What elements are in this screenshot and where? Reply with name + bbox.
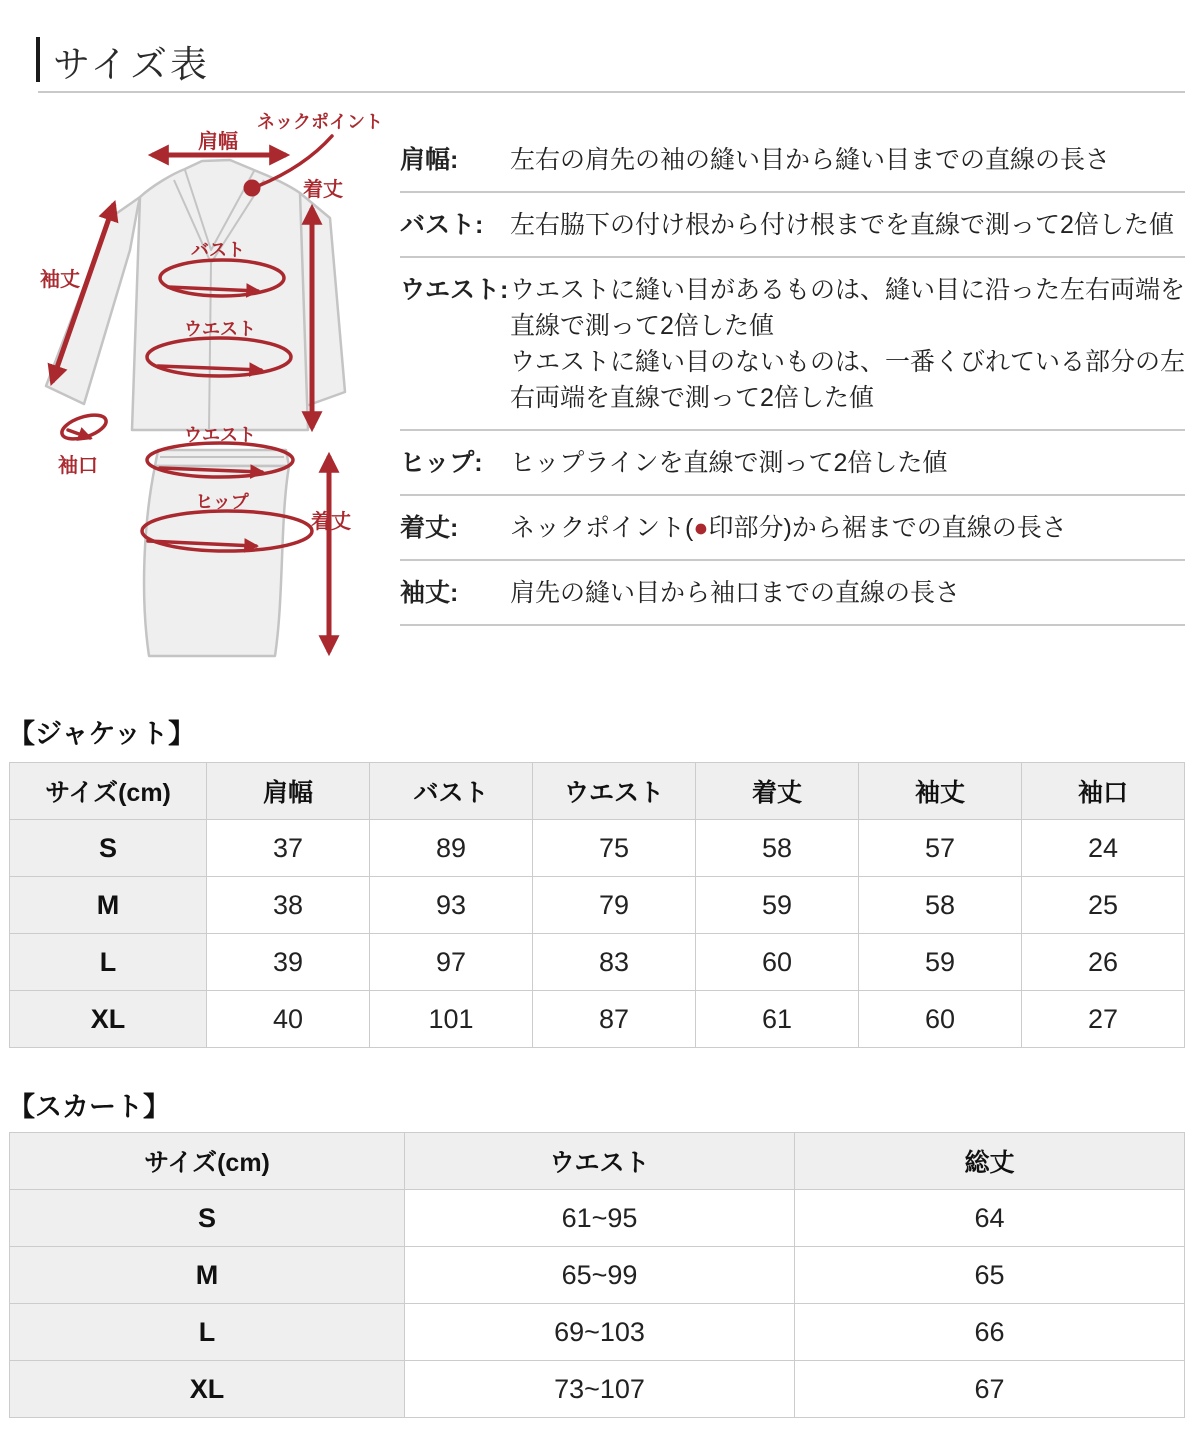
definition-desc: ヒップラインを直線で測って2倍した値 bbox=[510, 449, 948, 477]
cuff-label: 袖口 bbox=[58, 455, 98, 477]
definition-desc: 左右の肩先の袖の縫い目から縫い目までの直線の長さ bbox=[510, 146, 1111, 174]
value-cell: 59 bbox=[859, 934, 1022, 991]
value-cell: 60 bbox=[859, 991, 1022, 1048]
skirt-waist-label: ウエスト bbox=[184, 425, 256, 445]
value-cell: 83 bbox=[533, 934, 696, 991]
jacket-col-sleeve: 袖丈 bbox=[859, 763, 1022, 820]
value-cell: 65 bbox=[795, 1247, 1185, 1304]
value-cell: 24 bbox=[1022, 820, 1185, 877]
size-cell: XL bbox=[10, 1361, 405, 1418]
definition-term: 着丈: bbox=[400, 514, 459, 542]
size-cell: S bbox=[10, 820, 207, 877]
size-cell: M bbox=[10, 1247, 405, 1304]
definition-term: バスト: bbox=[400, 211, 484, 239]
value-cell: 39 bbox=[207, 934, 370, 991]
definition-desc: 左右脇下の付け根から付け根までを直線で測って2倍した値 bbox=[510, 211, 1174, 239]
value-cell: 69~103 bbox=[405, 1304, 795, 1361]
value-cell: 38 bbox=[207, 877, 370, 934]
value-cell: 93 bbox=[370, 877, 533, 934]
value-cell: 25 bbox=[1022, 877, 1185, 934]
value-cell: 58 bbox=[859, 877, 1022, 934]
jacket-col-bust: バスト bbox=[370, 763, 533, 820]
value-cell: 26 bbox=[1022, 934, 1185, 991]
definition-desc-line: ウエストに縫い目があるものは、縫い目に沿った左右両端を直線で測って2倍した値 bbox=[510, 276, 1186, 340]
definition-term: ヒップ: bbox=[400, 449, 483, 477]
definition-desc: 肩先の縫い目から袖口までの直線の長さ bbox=[510, 579, 961, 607]
skirt-col-waist: ウエスト bbox=[405, 1133, 795, 1190]
jacket-col-shoulder: 肩幅 bbox=[207, 763, 370, 820]
jacket-size-table bbox=[9, 762, 1185, 1048]
neck-point-dot-glyph: ● bbox=[693, 514, 709, 542]
definition-row-bust bbox=[400, 193, 1185, 258]
definition-row-length bbox=[400, 496, 1185, 561]
skirt-section-heading: 【スカート】 bbox=[8, 1092, 170, 1122]
hip-label: ヒップ bbox=[195, 492, 249, 512]
title-divider bbox=[38, 91, 1185, 93]
value-cell: 65~99 bbox=[405, 1247, 795, 1304]
value-cell: 37 bbox=[207, 820, 370, 877]
definition-desc-line: ウエストに縫い目のないものは、一番くびれている部分の左右両端を直線で測って2倍した値 bbox=[510, 348, 1186, 412]
value-cell: 60 bbox=[696, 934, 859, 991]
jacket-left-sleeve bbox=[46, 197, 140, 404]
skirt-row-xl bbox=[10, 1361, 1185, 1418]
value-cell: 64 bbox=[795, 1190, 1185, 1247]
value-cell: 61 bbox=[696, 991, 859, 1048]
value-cell: 79 bbox=[533, 877, 696, 934]
cuff-ellipse bbox=[59, 410, 109, 443]
definition-row-waist bbox=[400, 258, 1185, 431]
definition-desc-part: ネックポイント( bbox=[510, 514, 694, 542]
jacket-col-size: サイズ(cm) bbox=[10, 763, 207, 820]
sleeve-length-label: 袖丈 bbox=[40, 269, 80, 291]
value-cell: 59 bbox=[696, 877, 859, 934]
value-cell: 75 bbox=[533, 820, 696, 877]
skirt-row-m bbox=[10, 1247, 1185, 1304]
jacket-col-cuff: 袖口 bbox=[1022, 763, 1185, 820]
value-cell: 67 bbox=[795, 1361, 1185, 1418]
definition-desc bbox=[510, 272, 1185, 416]
value-cell: 101 bbox=[370, 991, 533, 1048]
definition-desc-part: 印部分)から裾までの直線の長さ bbox=[708, 514, 1067, 542]
skirt-row-l bbox=[10, 1304, 1185, 1361]
value-cell: 97 bbox=[370, 934, 533, 991]
jacket-table-wrap bbox=[9, 762, 1184, 1048]
neck-point-dot bbox=[244, 180, 261, 197]
skirt-size-table bbox=[9, 1132, 1185, 1418]
value-cell: 58 bbox=[696, 820, 859, 877]
value-cell: 27 bbox=[1022, 991, 1185, 1048]
value-cell: 89 bbox=[370, 820, 533, 877]
title-accent-bar bbox=[36, 37, 40, 82]
value-cell: 40 bbox=[207, 991, 370, 1048]
size-cell: S bbox=[10, 1190, 405, 1247]
definition-term: 袖丈: bbox=[400, 579, 459, 607]
value-cell: 87 bbox=[533, 991, 696, 1048]
definition-row-sleeve bbox=[400, 561, 1185, 626]
size-cell: M bbox=[10, 877, 207, 934]
definition-term: 肩幅: bbox=[400, 146, 459, 174]
skirt-header-row bbox=[10, 1133, 1185, 1190]
definition-row-shoulder bbox=[400, 128, 1185, 193]
skirt-col-total-length: 総丈 bbox=[795, 1133, 1185, 1190]
definition-term: ウエスト: bbox=[400, 276, 509, 304]
value-cell: 73~107 bbox=[405, 1361, 795, 1418]
value-cell: 66 bbox=[795, 1304, 1185, 1361]
skirt-length-label: 着丈 bbox=[311, 511, 351, 533]
bust-label: バスト bbox=[191, 240, 245, 260]
definition-row-hip bbox=[400, 431, 1185, 496]
measurement-diagram bbox=[30, 100, 400, 705]
skirt-col-size: サイズ(cm) bbox=[10, 1133, 405, 1190]
jacket-col-waist: ウエスト bbox=[533, 763, 696, 820]
jacket-row-xl bbox=[10, 991, 1185, 1048]
jacket-header-row bbox=[10, 763, 1185, 820]
shoulder-width-label: 肩幅 bbox=[198, 131, 238, 153]
skirt-table-wrap bbox=[9, 1132, 1184, 1418]
measurement-definitions bbox=[400, 128, 1185, 626]
size-cell: L bbox=[10, 934, 207, 991]
value-cell: 61~95 bbox=[405, 1190, 795, 1247]
jacket-waist-label: ウエスト bbox=[184, 319, 256, 339]
jacket-col-length: 着丈 bbox=[696, 763, 859, 820]
jacket-row-l bbox=[10, 934, 1185, 991]
skirt-row-s bbox=[10, 1190, 1185, 1247]
page-title: サイズ表 bbox=[53, 44, 211, 85]
jacket-length-label: 着丈 bbox=[303, 179, 343, 201]
size-cell: L bbox=[10, 1304, 405, 1361]
jacket-row-m bbox=[10, 877, 1185, 934]
neck-point-label: ネックポイント bbox=[257, 112, 383, 132]
jacket-row-s bbox=[10, 820, 1185, 877]
definition-desc bbox=[510, 510, 1185, 546]
value-cell: 57 bbox=[859, 820, 1022, 877]
size-cell: XL bbox=[10, 991, 207, 1048]
jacket-section-heading: 【ジャケット】 bbox=[8, 719, 196, 749]
